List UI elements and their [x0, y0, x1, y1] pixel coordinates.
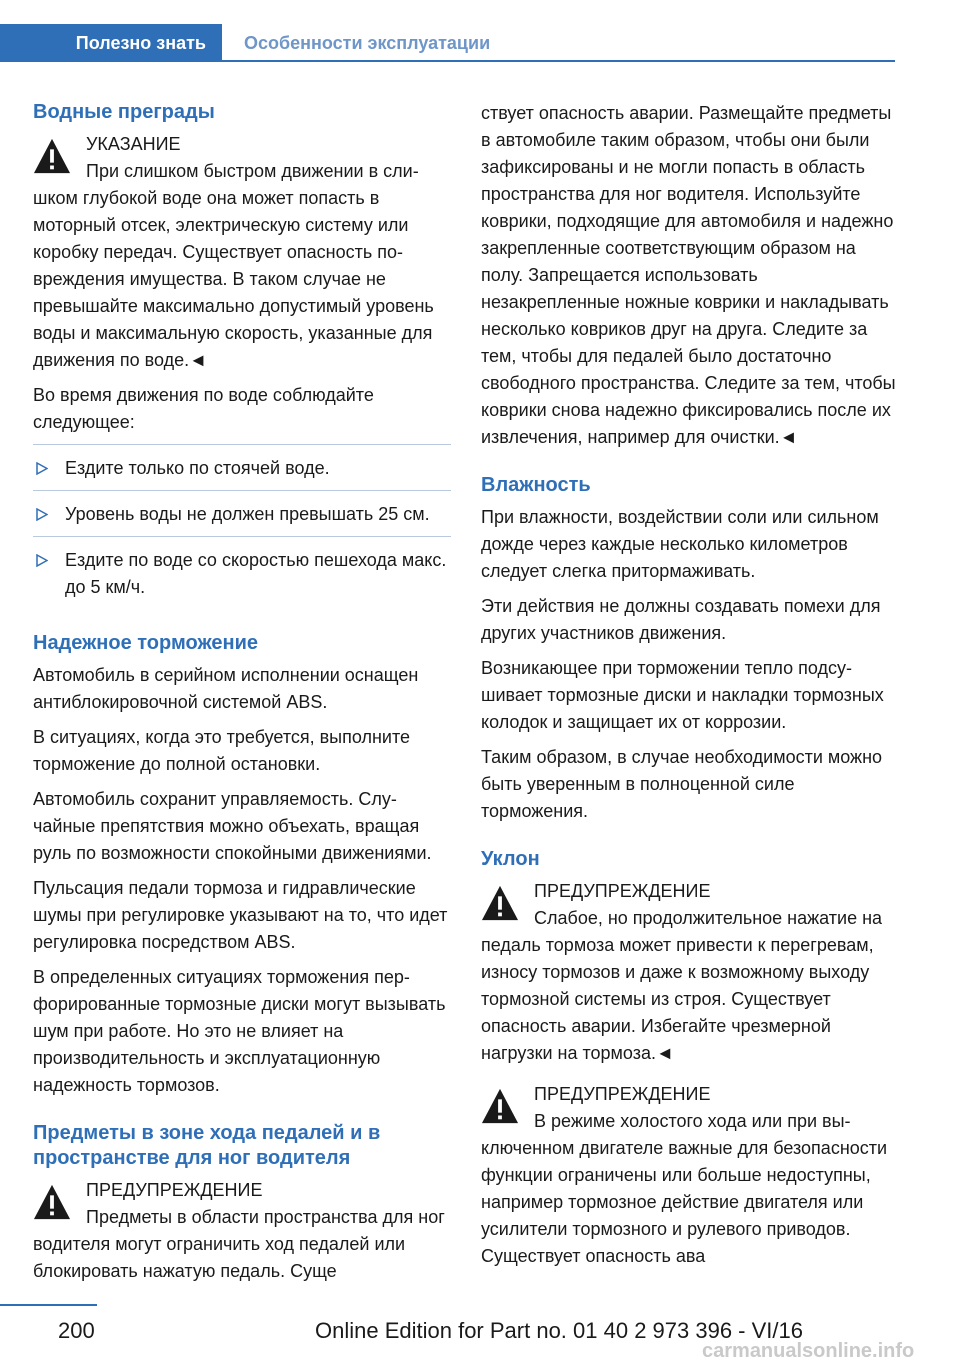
paragraph: При влажности, воздействии соли или сильном дожде через каждые несколько километров следует слегка притормаживать.	[481, 507, 879, 581]
bullet-triangle-icon	[36, 508, 48, 521]
paragraph: Возникающее при торможении тепло подсушивает тормозные диски и накладки тормозных колодок и защищает их от коррозии.	[481, 658, 884, 732]
section-title-water: Водные преграды	[33, 101, 215, 123]
warning-triangle-icon	[481, 1087, 519, 1125]
tab-useful-to-know[interactable]: Полезно знать	[0, 24, 222, 62]
list-item-text: Ездите по воде со скоростью пешехода макс. до 5 км/ч.	[65, 550, 447, 597]
list-item-text: Уровень воды не должен превышать 25 см.	[65, 504, 430, 524]
warning-triangle-icon	[481, 884, 519, 922]
warning-text: Слабое, но продолжительное нажатие на педаль тормоза может привести к перегревам, износу тормозов и даже к возможному выходу тормозной системы из строя. Существует опасность аварии. Избегайте чрезмерной нагрузки на тормоза.◄	[481, 908, 883, 1063]
left-column	[33, 100, 451, 1293]
notice-heading: УКАЗАНИЕ	[86, 134, 181, 154]
bullet-triangle-icon	[36, 462, 48, 475]
bullet-triangle-icon	[36, 554, 48, 567]
list-item	[33, 536, 451, 609]
warning-triangle-icon	[33, 137, 71, 175]
section-title-humidity: Влажность	[481, 474, 591, 496]
warning-text: В режиме холостого хода или при выключенном двигателе важные для безопасности функции ограничены или больше недоступны, например тормозное действие двигателя или усилители тормозного и рулевого приводов. Существует опасность ава	[481, 1111, 888, 1266]
paragraph: В определенных ситуациях торможения перфорированные тормозные диски могут вызывать шум при работе. Но это не влияет на производительность и эксплуатационную надежность тормозов.	[33, 967, 446, 1095]
list-item	[33, 490, 451, 536]
section-title-pedal-objects: Предметы в зоне хода педалей и в пространстве для ног водителя	[33, 1122, 381, 1169]
warning-heading: ПРЕДУПРЕЖДЕНИЕ	[86, 1180, 263, 1200]
notice-text: При слишком быстром движении в слишком глубокой воде она может попасть в моторный отсек, электрическую систему или коробку передач. Существует опасность повреждения имущества. В таком случае не превышайте максимально допустимый уровень воды и максимальную скорость, указанные для движения по воде.◄	[33, 161, 434, 370]
right-column	[481, 100, 899, 1278]
header-divider	[0, 60, 895, 62]
water-rules-list	[33, 444, 451, 609]
warning-text-continued: ствует опасность аварии. Размещайте предметы в автомобиле таким образом, чтобы они были зафиксированы и не могли попасть в область пространства для ног водителя. Используйте коврики, подходящие для автомобиля и надежно закрепленные соответствующим образом на полу. Запрещается использовать незакрепленные ножные коврики и накладывать несколько ковриков друг на друга. Следите за тем, чтобы для педалей было достаточно свободного пространства. Следите за тем, чтобы коврики снова надежно фиксировались после их извлечения, например для очистки.◄	[481, 103, 896, 447]
paragraph: Автомобиль в серийном исполнении оснащен антиблокировочной системой ABS.	[33, 665, 419, 712]
warning-block	[481, 878, 899, 1067]
paragraph: В ситуациях, когда это требуется, выполните торможение до полной остановки.	[33, 727, 411, 774]
watermark: carmanualsonline.info	[702, 1340, 915, 1362]
section-title-slope: Уклон	[481, 848, 540, 870]
footer-divider	[0, 1304, 97, 1306]
notice-block	[33, 131, 451, 374]
warning-text: Предметы в области пространства для ног водителя могут ограничить ход педалей или блокировать нажатую педаль. Суще	[33, 1207, 445, 1281]
page-number: 200	[58, 1318, 95, 1343]
warning-block	[481, 1081, 899, 1270]
list-item-text: Ездите только по стоячей воде.	[65, 458, 330, 478]
warning-triangle-icon	[33, 1183, 71, 1221]
warning-heading: ПРЕДУПРЕЖДЕНИЕ	[534, 1084, 711, 1104]
edition-info: Online Edition for Part no. 01 40 2 973 396 - VI/16	[315, 1318, 803, 1343]
section-title-braking: Надежное торможение	[33, 632, 258, 654]
paragraph: Эти действия не должны создавать помехи для других участников движения.	[481, 596, 881, 643]
paragraph: Пульсация педали тормоза и гидравлические шумы при регулировке указывают на то, что идет регулировка посредством ABS.	[33, 878, 448, 952]
list-item	[33, 444, 451, 490]
header-bar	[0, 0, 960, 62]
warning-block	[33, 1177, 451, 1285]
warning-heading: ПРЕДУПРЕЖДЕНИЕ	[534, 881, 711, 901]
paragraph: Автомобиль сохранит управляемость. Случайные препятствия можно объехать, вращая руль по возможности спокойными движениями.	[33, 789, 432, 863]
paragraph: Таким образом, в случае необходимости можно быть уверенным в полноценной силе торможения.	[481, 747, 883, 821]
tab-operating-features[interactable]: Особенности эксплуатации	[244, 33, 491, 53]
paragraph: Во время движения по воде соблюдайте следующее:	[33, 385, 374, 432]
